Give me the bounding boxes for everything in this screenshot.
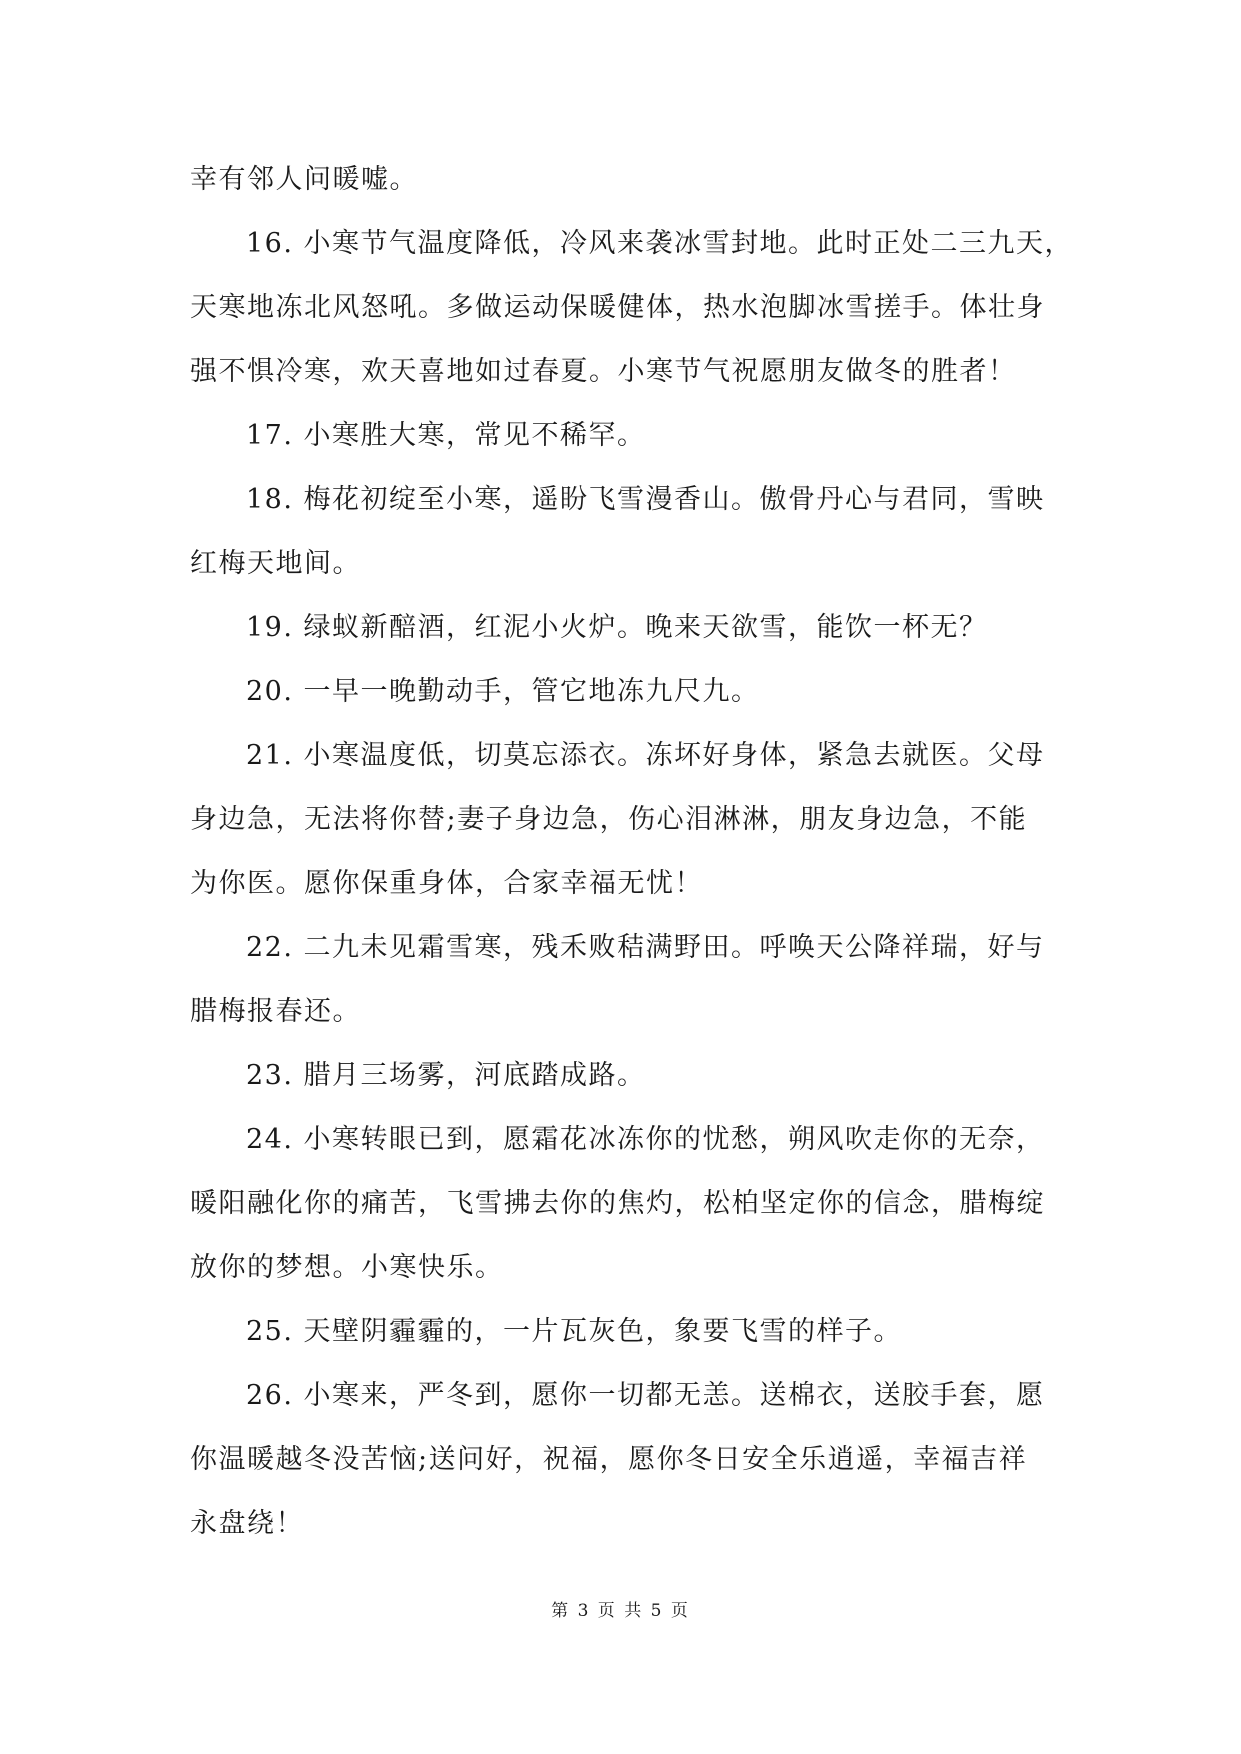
text-line: 25. 天壁阴霾霾的，一片瓦灰色，象要飞雪的样子。 [246, 1316, 903, 1347]
text-line: 强不惧冷寒，欢天喜地如过春夏。小寒节气祝愿朋友做冬的胜者！ [190, 356, 1017, 387]
text-line: 你温暖越冬没苦恼;送问好，祝福，愿你冬日安全乐逍遥，幸福吉祥 [190, 1444, 1028, 1475]
document-body [190, 148, 1074, 1556]
text-line: 21. 小寒温度低，切莫忘添衣。冻坏好身体，紧急去就医。父母 [246, 740, 1045, 771]
text-line: 放你的梦想。小寒快乐。 [190, 1252, 504, 1283]
page-number-footer: 第 3 页 共 5 页 [551, 1601, 690, 1621]
text-line: 幸有邻人问暖嘘。 [190, 164, 418, 195]
text-line: 22. 二九未见霜雪寒，残禾败秸满野田。呼唤天公降祥瑞，好与 [246, 932, 1045, 963]
text-line: 天寒地冻北风怒吼。多做运动保暖健体，热水泡脚冰雪搓手。体壮身 [190, 292, 1045, 323]
text-line: 为你医。愿你保重身体，合家幸福无忧！ [190, 868, 703, 899]
text-line: 红梅天地间。 [190, 548, 361, 579]
text-line: 腊梅报春还。 [190, 996, 361, 1027]
text-line: 20. 一早一晚勤动手，管它地冻九尺九。 [246, 676, 760, 707]
text-line: 23. 腊月三场雾，河底踏成路。 [246, 1060, 646, 1091]
text-line: 17. 小寒胜大寒，常见不稀罕。 [246, 420, 646, 451]
text-line: 身边急，无法将你替;妻子身边急，伤心泪淋淋，朋友身边急，不能 [190, 804, 1028, 835]
text-line: 16. 小寒节气温度降低，冷风来袭冰雪封地。此时正处二三九天， [246, 228, 1074, 259]
text-line: 永盘绕！ [190, 1508, 304, 1539]
text-line: 19. 绿蚁新醅酒，红泥小火炉。晚来天欲雪，能饮一杯无？ [246, 612, 988, 643]
text-line: 26. 小寒来，严冬到，愿你一切都无恙。送棉衣，送胶手套，愿 [246, 1380, 1045, 1411]
text-line: 暖阳融化你的痛苦，飞雪拂去你的焦灼，松柏坚定你的信念，腊梅绽 [190, 1188, 1045, 1219]
text-line: 18. 梅花初绽至小寒，遥盼飞雪漫香山。傲骨丹心与君同，雪映 [246, 484, 1045, 515]
text-line: 24. 小寒转眼已到，愿霜花冰冻你的忧愁，朔风吹走你的无奈， [246, 1124, 1045, 1155]
